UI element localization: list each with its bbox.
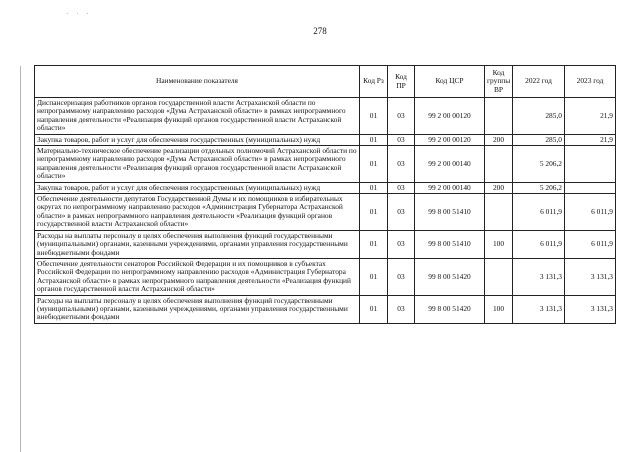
table-row [35, 258, 616, 295]
cell-2023 [565, 146, 616, 183]
table-row [35, 98, 616, 135]
scan-specks: · · · [66, 10, 92, 18]
cell-2022: 5 206,2 [513, 146, 565, 183]
header-2022: 2022 год [513, 66, 565, 98]
cell-csr: 99 8 00 51410 [415, 194, 485, 231]
cell-2023: 21,9 [565, 98, 616, 135]
cell-name: Расходы на выплаты персоналу в целях обеспечения выполнения функций государственными (муниципальными) органами, казенными учреждениями, органами управления государственными внебюджетными фондами [35, 295, 360, 323]
cell-2022: 3 131,3 [513, 258, 565, 295]
cell-csr: 99 8 00 51420 [415, 258, 485, 295]
header-csr: Код ЦСР [415, 66, 485, 98]
cell-csr: 99 8 00 51420 [415, 295, 485, 323]
cell-2023: 3 131,3 [565, 295, 616, 323]
cell-vr: 100 [485, 230, 513, 258]
cell-csr: 99 2 00 00120 [415, 134, 485, 145]
table-row [35, 295, 616, 323]
table-row [35, 182, 616, 193]
cell-csr: 99 2 00 00140 [415, 146, 485, 183]
cell-pr: 03 [388, 134, 415, 145]
header-2023: 2023 год [565, 66, 616, 98]
cell-rz: 01 [360, 98, 388, 135]
table-header-row [35, 66, 616, 98]
cell-pr: 03 [388, 194, 415, 231]
cell-2023: 6 011,9 [565, 194, 616, 231]
cell-pr: 03 [388, 230, 415, 258]
cell-vr [485, 258, 513, 295]
cell-pr: 03 [388, 98, 415, 135]
cell-pr: 03 [388, 146, 415, 183]
cell-vr: 200 [485, 182, 513, 193]
cell-rz: 01 [360, 230, 388, 258]
cell-name: Закупка товаров, работ и услуг для обеспечения государственных (муниципальных) нужд [35, 134, 360, 145]
header-name: Наименование показателя [35, 66, 360, 98]
cell-2023: 21,9 [565, 134, 616, 145]
cell-2022: 3 131,3 [513, 295, 565, 323]
cell-2022: 285,0 [513, 134, 565, 145]
cell-2022: 6 011,9 [513, 194, 565, 231]
cell-pr: 03 [388, 295, 415, 323]
cell-2023 [565, 182, 616, 193]
header-pr: Код ПР [388, 66, 415, 98]
cell-2022: 285,0 [513, 98, 565, 135]
cell-name: Диспансеризация работников органов государственной власти Астраханской области по непрограммному направлению расходов «Дума Астраханской области» в рамках непрограммного направления деятельности «Реализация функций органов государственной власти Астраханской области» [35, 98, 360, 135]
cell-name: Обеспечение деятельности сенаторов Российской Федерации и их помощников в субъектах Российской Федерации по непрограммному направлению расходов «Администрация Губернатора Астраханской области» в рамках непрограммного направления деятельности «Реализация функций органов государственной власти Астраханской области» [35, 258, 360, 295]
cell-rz: 01 [360, 295, 388, 323]
table-row [35, 134, 616, 145]
cell-2023: 3 131,3 [565, 258, 616, 295]
cell-rz: 01 [360, 182, 388, 193]
cell-name: Обеспечение деятельности депутатов Государственной Думы и их помощников в избирательных округах по непрограммному направлению расходов «Администрация Губернатора Астраханской области» в рамках непрограммного направления деятельности «Реализация функций органов государственной власти Астраханской области» [35, 194, 360, 231]
cell-pr: 03 [388, 182, 415, 193]
cell-vr [485, 98, 513, 135]
cell-rz: 01 [360, 258, 388, 295]
table-row [35, 146, 616, 183]
cell-csr: 99 2 00 00140 [415, 182, 485, 193]
cell-vr [485, 194, 513, 231]
cell-pr: 03 [388, 258, 415, 295]
cell-2022: 5 206,2 [513, 182, 565, 193]
cell-name: Материально-техническое обеспечение реализации отдельных полномочий Астраханской области по непрограммному направлению расходов «Дума Астраханской области» в рамках непрограммного направления деятельности «Реализация функций органов государственной власти Астраханской области» [35, 146, 360, 183]
budget-table [34, 65, 616, 324]
header-rz: Код Рз [360, 66, 388, 98]
cell-rz: 01 [360, 134, 388, 145]
cell-rz: 01 [360, 146, 388, 183]
cell-name: Расходы на выплаты персоналу в целях обеспечения выполнения функций государственными (муниципальными) органами, казенными учреждениями, органами управления государственными внебюджетными фондами [35, 230, 360, 258]
cell-vr [485, 146, 513, 183]
cell-vr: 100 [485, 295, 513, 323]
page-edge-line [20, 66, 21, 452]
cell-2023: 6 011,9 [565, 230, 616, 258]
page-number: 278 [313, 26, 327, 36]
cell-name: Закупка товаров, работ и услуг для обеспечения государственных (муниципальных) нужд [35, 182, 360, 193]
cell-rz: 01 [360, 194, 388, 231]
table-row [35, 194, 616, 231]
table-row [35, 230, 616, 258]
cell-csr: 99 2 00 00120 [415, 98, 485, 135]
cell-2022: 6 011,9 [513, 230, 565, 258]
header-vr: Код группы ВР [485, 66, 513, 98]
cell-csr: 99 8 00 51410 [415, 230, 485, 258]
cell-vr: 200 [485, 134, 513, 145]
